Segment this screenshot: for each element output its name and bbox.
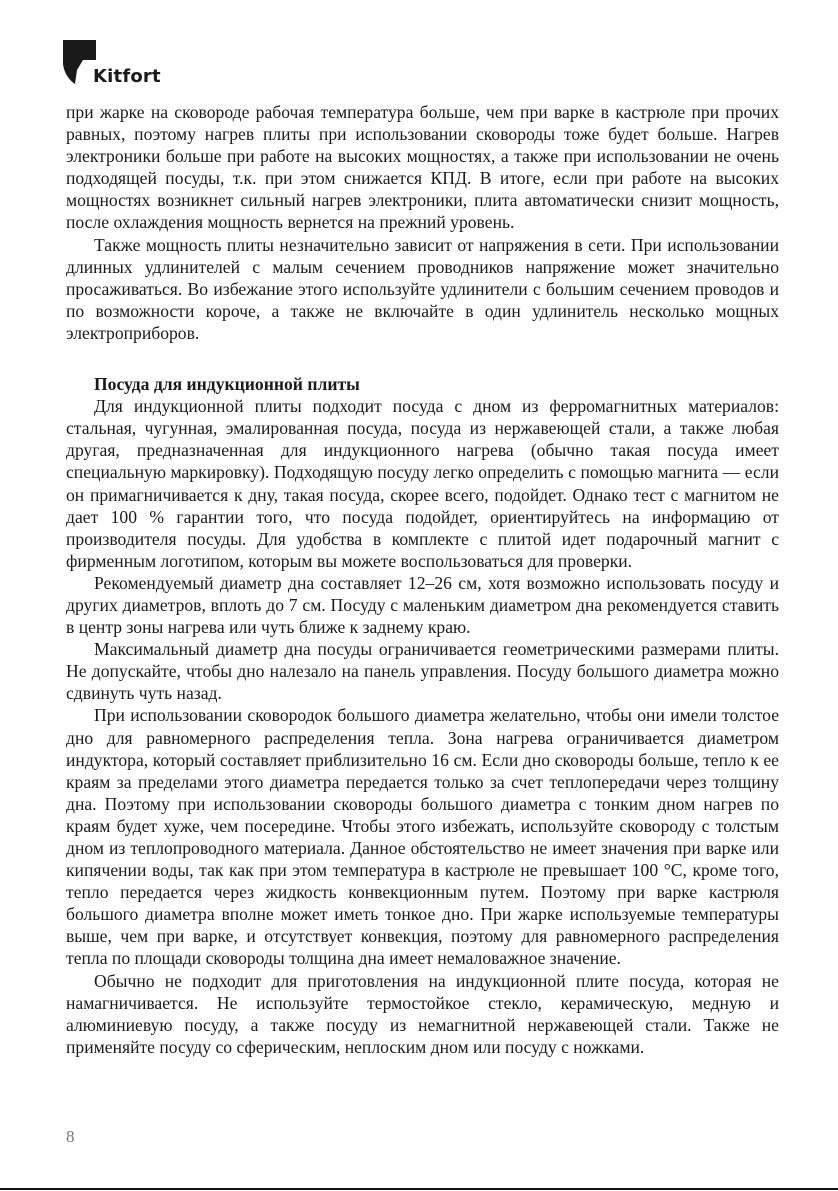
section-heading: Посуда для индукционной плиты	[94, 374, 360, 395]
paragraph-large-pans: При использовании сковородок большого диаметра желательно, чтобы они имели толстое дно для равномерного распределения тепла. Зона нагрева ограничивается диаметром индуктора, который составляет приблизительно 16 см. Если дно сковороды больше, тепло к ее краям за пределами этого диаметра передается только за счет теплопередачи через толщину дна. Поэтому при использовании сковороды большого диаметра с тонким дном нагрев по краям будет хуже, чем посередине. Чтобы этого избежать, используйте сковороду с толстым дном из теплопроводного материала. Данное обстоятельство не имеет значения при варке или кипячении воды, так как при этом температура в кастрюле не превышает 100 °C, кроме того, тепло передается через жидкость конвекционным путем. Поэтому при варке кастрюля большого диаметра вполне может иметь тонкое дно. При жарке используемые температуры выше, чем при варке, и отсутствует конвекция, поэтому для равномерного распределения тепла по площади сковороды толщина дна имеет немаловажное значение.	[66, 705, 779, 969]
page-number: 8	[66, 1127, 75, 1146]
paragraph-unsuitable-cookware: Обычно не подходит для приготовления на индукционной плите посуда, которая не намагничивается. Не используйте термостойкое стекло, керамическую, медную и алюминиевую посуду, а также посуду из немагнитной нержавеющей стали. Также не применяйте посуду со сферическим, неплоским дном или посуду с ножками.	[66, 970, 779, 1057]
paragraph-suitable-cookware: Для индукционной плиты подходит посуда с дном из ферромагнитных материалов: стальная, чугунная, эмалированная посуда, посуда из нержавеющей стали, а также любая другая, предназначенная для индукционного нагрева (обычно такая посуда имеет специальную маркировку). Подходящую посуду легко определить с помощью магнита — если он примагничивается к дну, такая посуда, скорее всего, подойдет. Однако тест с магнитом не дает 100 % гарантии того, что посуда подойдет, ориентируйтесь на информацию от производителя посуды. Для удобства в комплекте с плитой идет подарочный магнит с фирменным логотипом, которым вы можете воспользоваться для проверки.	[66, 396, 779, 571]
kitfort-shield-icon	[63, 40, 97, 86]
document-body	[66, 101, 779, 1058]
paragraph-recommended-diameter: Рекомендуемый диаметр дна составляет 12–26 см, хотя возможно использовать посуду и других диаметров, вплоть до 7 см. Посуду с маленьким диаметром дна рекомендуется ставить в центр зоны нагрева или чуть ближе к заднему краю.	[66, 572, 779, 638]
logo-text: Kitfort	[93, 66, 161, 87]
paragraph-voltage: Также мощность плиты незначительно зависит от напряжения в сети. При использовании длинных удлинителей с малым сечением проводников напряжение может значительно просаживаться. Во избежание этого используйте удлинители с большим сечением проводов и по возможности короче, а также не включайте в один удлинитель несколько мощных электроприборов.	[66, 234, 779, 343]
paragraph-continued: при жарке на сковороде рабочая температура больше, чем при варке в кастрюле при прочих равных, поэтому нагрев плиты при использовании сковороды тоже будет больше. Нагрев электроники больше при работе на высоких мощностях, а также при использовании не очень подходящей посуды, т.к. при этом снижается КПД. В итоге, если при работе на высоких мощностях возникнет сильный нагрев электроники, плита автоматически снизит мощность, после охлаждения мощность вернется на прежний уровень.	[66, 102, 779, 233]
paragraph-max-diameter: Максимальный диаметр дна посуды ограничивается геометрическими размерами плиты. Не допускайте, чтобы дно налезало на панель управления. Посуду большого диаметра можно сдвинуть чуть назад.	[66, 639, 779, 704]
bottom-divider	[0, 1188, 838, 1190]
